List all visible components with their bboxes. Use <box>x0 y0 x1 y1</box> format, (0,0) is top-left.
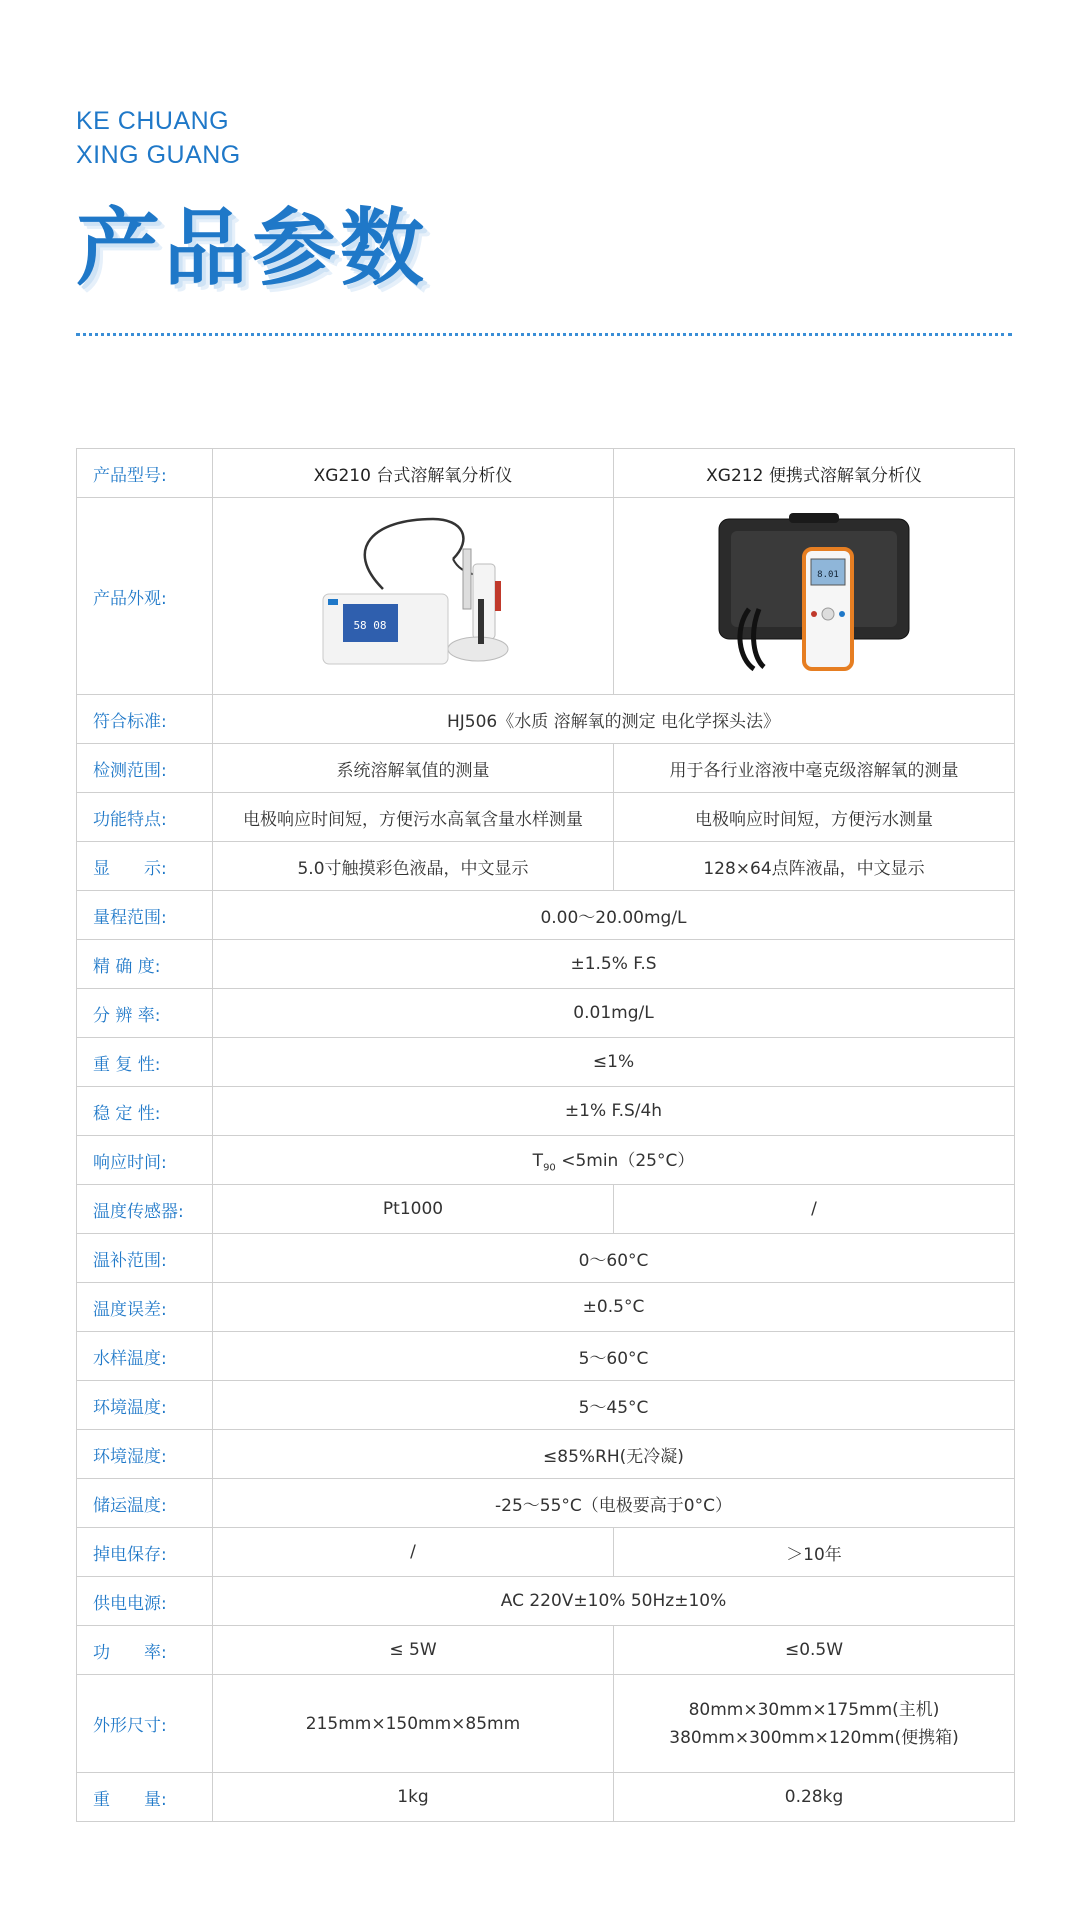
table-row <box>77 1528 1015 1577</box>
table-row <box>77 1283 1015 1332</box>
spec-table <box>76 448 1015 1822</box>
brand-line-1: KE CHUANG <box>76 107 230 135</box>
model-a: XG210 台式溶解氧分析仪 <box>213 449 614 498</box>
model-b: XG212 便携式溶解氧分析仪 <box>614 449 1015 498</box>
row-label: 功 率: <box>77 1626 213 1675</box>
table-row <box>77 1626 1015 1675</box>
row-value: -25～55°C（电极要高于0°C） <box>213 1479 1015 1528</box>
row-value-b: 0.28kg <box>614 1773 1015 1822</box>
table-row <box>77 449 1015 498</box>
row-value: AC 220V±10% 50Hz±10% <box>213 1577 1015 1626</box>
row-label: 重 量: <box>77 1773 213 1822</box>
table-row <box>77 940 1015 989</box>
row-value: ≤85%RH(无冷凝) <box>213 1430 1015 1479</box>
row-value: 5～45°C <box>213 1381 1015 1430</box>
response-time-value: <5min（25°C） <box>555 1151 695 1172</box>
row-label: 功能特点: <box>77 793 213 842</box>
row-value: HJ506《水质 溶解氧的测定 电化学探头法》 <box>213 695 1015 744</box>
row-label: 显 示: <box>77 842 213 891</box>
table-row <box>77 1332 1015 1381</box>
row-value: ±1% F.S/4h <box>213 1087 1015 1136</box>
row-value-b: ＞10年 <box>614 1528 1015 1577</box>
row-label: 环境湿度: <box>77 1430 213 1479</box>
benchtop-analyzer-image <box>213 498 614 695</box>
portable-analyzer-photo <box>709 509 919 679</box>
table-row <box>77 1185 1015 1234</box>
table-row <box>77 744 1015 793</box>
row-label: 检测范围: <box>77 744 213 793</box>
table-row <box>77 1136 1015 1185</box>
response-time-subscript: 90 <box>543 1162 556 1174</box>
row-value-a: Pt1000 <box>213 1185 614 1234</box>
row-label: 精 确 度: <box>77 940 213 989</box>
page-title: 产品参数 <box>76 198 429 297</box>
row-value: ±1.5% F.S <box>213 940 1015 989</box>
row-label: 量程范围: <box>77 891 213 940</box>
row-label: 产品型号: <box>77 449 213 498</box>
row-label: 符合标准: <box>77 695 213 744</box>
row-label: 环境温度: <box>77 1381 213 1430</box>
row-value: 0～60°C <box>213 1234 1015 1283</box>
row-value-b: / <box>614 1185 1015 1234</box>
row-value-b: 128×64点阵液晶，中文显示 <box>614 842 1015 891</box>
dimension-carry-case: 380mm×300mm×120mm(便携箱) <box>669 1727 959 1748</box>
row-value-a: 1kg <box>213 1773 614 1822</box>
row-label: 响应时间: <box>77 1136 213 1185</box>
table-row <box>77 1087 1015 1136</box>
row-value: ±0.5°C <box>213 1283 1015 1332</box>
row-label: 温补范围: <box>77 1234 213 1283</box>
row-value-a: 215mm×150mm×85mm <box>213 1675 614 1773</box>
row-value-b <box>614 1675 1015 1773</box>
brand-line-2: XING GUANG <box>76 141 241 169</box>
row-label: 供电电源: <box>77 1577 213 1626</box>
table-row <box>77 498 1015 695</box>
row-value-b: 用于各行业溶液中毫克级溶解氧的测量 <box>614 744 1015 793</box>
row-label: 储运温度: <box>77 1479 213 1528</box>
row-label: 外形尺寸: <box>77 1675 213 1773</box>
row-label: 掉电保存: <box>77 1528 213 1577</box>
table-row <box>77 1577 1015 1626</box>
row-label: 分 辨 率: <box>77 989 213 1038</box>
row-label: 产品外观: <box>77 498 213 695</box>
row-value-a: / <box>213 1528 614 1577</box>
row-value-b: ≤0.5W <box>614 1626 1015 1675</box>
table-row <box>77 1479 1015 1528</box>
row-value: 5～60°C <box>213 1332 1015 1381</box>
table-row <box>77 1381 1015 1430</box>
row-value-a: 系统溶解氧值的测量 <box>213 744 614 793</box>
row-value-b: 电极响应时间短，方便污水测量 <box>614 793 1015 842</box>
row-label: 重 复 性: <box>77 1038 213 1087</box>
row-value-a: 5.0寸触摸彩色液晶，中文显示 <box>213 842 614 891</box>
response-time-prefix: T <box>532 1151 544 1172</box>
table-row <box>77 842 1015 891</box>
table-row <box>77 989 1015 1038</box>
table-row <box>77 793 1015 842</box>
row-value-a: 电极响应时间短，方便污水高氧含量水样测量 <box>213 793 614 842</box>
table-row <box>77 1675 1015 1773</box>
benchtop-analyzer-photo <box>313 509 513 679</box>
table-row <box>77 695 1015 744</box>
row-value: ≤1% <box>213 1038 1015 1087</box>
device-screen-value: 8.01 <box>817 569 839 580</box>
row-value: 0.01mg/L <box>213 989 1015 1038</box>
dotted-divider <box>76 333 1012 336</box>
row-label: 稳 定 性: <box>77 1087 213 1136</box>
table-row <box>77 1773 1015 1822</box>
table-row <box>77 891 1015 940</box>
row-value: 0.00～20.00mg/L <box>213 891 1015 940</box>
device-screen-value: 58 08 <box>353 618 387 632</box>
row-label: 水样温度: <box>77 1332 213 1381</box>
table-row <box>77 1430 1015 1479</box>
table-row <box>77 1234 1015 1283</box>
brand-name <box>76 104 241 172</box>
row-value <box>213 1136 1015 1185</box>
row-value-a: ≤ 5W <box>213 1626 614 1675</box>
table-row <box>77 1038 1015 1087</box>
row-label: 温度传感器: <box>77 1185 213 1234</box>
row-label: 温度误差: <box>77 1283 213 1332</box>
dimension-main-unit: 80mm×30mm×175mm(主机) <box>688 1699 940 1720</box>
portable-analyzer-image <box>614 498 1015 695</box>
